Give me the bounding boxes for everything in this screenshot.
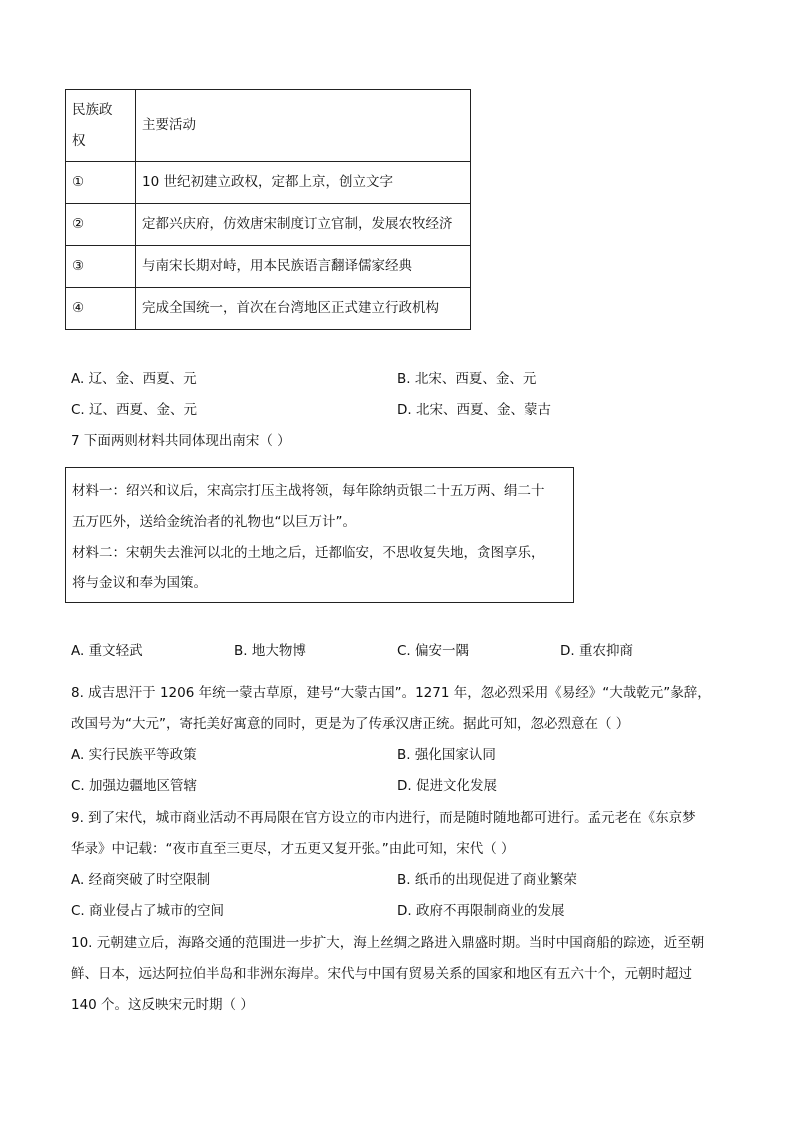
q7-option-b[interactable]: B. 地大物博 [234, 643, 306, 659]
table-cell-id: ② [66, 204, 136, 246]
table-cell-activity: 定都兴庆府，仿效唐宋制度订立官制，发展农牧经济 [136, 204, 471, 246]
q7-option-a[interactable]: A. 重文轻武 [71, 643, 143, 659]
q9-option-c[interactable]: C. 商业侵占了城市的空间 [71, 903, 225, 919]
q9-stem-line: 华录》中记载：“夜市直至三更尽，才五更又复开张。”由此可知，宋代（ ） [71, 841, 515, 857]
q6-option-d[interactable]: D. 北宋、西夏、金、蒙古 [397, 402, 551, 418]
table-cell-activity: 10 世纪初建立政权，定都上京，创立文字 [136, 162, 471, 204]
q6-option-b[interactable]: B. 北宋、西夏、金、元 [397, 371, 537, 387]
q7-material-box [65, 467, 574, 603]
regime-table [65, 89, 471, 330]
q7-material-line: 材料一：绍兴和议后，宋高宗打压主战将领，每年除纳贡银二十五万两、绢二十 [72, 483, 545, 499]
q8-option-b[interactable]: B. 强化国家认同 [397, 747, 496, 763]
q9-stem-line: 9. 到了宋代，城市商业活动不再局限在官方设立的市内进行，而是随时随地都可进行。孟元老在《东京梦 [71, 810, 696, 826]
q6-option-a[interactable]: A. 辽、金、西夏、元 [71, 371, 197, 387]
q8-stem-line: 改国号为“大元”，寄托美好寓意的同时，更是为了传承汉唐正统。据此可知，忽必烈意在（ ） [71, 716, 630, 732]
table-row [66, 204, 471, 246]
table-cell-id: ① [66, 162, 136, 204]
table-row [66, 288, 471, 330]
table-row [66, 162, 471, 204]
q10-stem-line: 10. 元朝建立后，海路交通的范围进一步扩大，海上丝绸之路进入鼎盛时期。当时中国商船的踪迹，近至朝 [71, 935, 705, 951]
q6-option-c[interactable]: C. 辽、西夏、金、元 [71, 402, 198, 418]
table-cell-activity: 与南宋长期对峙，用本民族语言翻译儒家经典 [136, 246, 471, 288]
q8-stem-line: 8. 成吉思汗于 1206 年统一蒙古草原，建号“大蒙古国”。1271 年，忽必烈采用《易经》“大哉乾元”彖辞， [71, 685, 711, 701]
q9-option-b[interactable]: B. 纸币的出现促进了商业繁荣 [397, 872, 577, 888]
table-cell-id: ④ [66, 288, 136, 330]
q9-option-d[interactable]: D. 政府不再限制商业的发展 [397, 903, 565, 919]
q7-material-line: 材料二：宋朝失去淮河以北的土地之后，迁都临安，不思收复失地，贪图享乐， [72, 545, 545, 561]
q7-option-d[interactable]: D. 重农抑商 [560, 643, 633, 659]
q7-stem: 7 下面两则材料共同体现出南宋（ ） [71, 433, 291, 449]
q8-option-c[interactable]: C. 加强边疆地区管辖 [71, 778, 198, 794]
table-cell-id: ③ [66, 246, 136, 288]
q7-material-line: 五万匹外，送给金统治者的礼物也“以巨万计”。 [72, 514, 356, 530]
table-header-regime: 民族政 权 [66, 90, 136, 162]
table-header-row [66, 90, 471, 162]
table-row [66, 246, 471, 288]
table-cell-activity: 完成全国统一，首次在台湾地区正式建立行政机构 [136, 288, 471, 330]
q10-stem-line: 鲜、日本，远达阿拉伯半岛和非洲东海岸。宋代与中国有贸易关系的国家和地区有五六十个，元朝时超过 [71, 966, 692, 982]
q10-stem-line: 140 个。这反映宋元时期（ ） [71, 997, 254, 1013]
table-header-activity: 主要活动 [136, 90, 471, 162]
q9-option-a[interactable]: A. 经商突破了时空限制 [71, 872, 211, 888]
q8-option-d[interactable]: D. 促进文化发展 [397, 778, 497, 794]
q7-material-line: 将与金议和奉为国策。 [72, 575, 207, 591]
q7-option-c[interactable]: C. 偏安一隅 [397, 643, 470, 659]
q8-option-a[interactable]: A. 实行民族平等政策 [71, 747, 197, 763]
